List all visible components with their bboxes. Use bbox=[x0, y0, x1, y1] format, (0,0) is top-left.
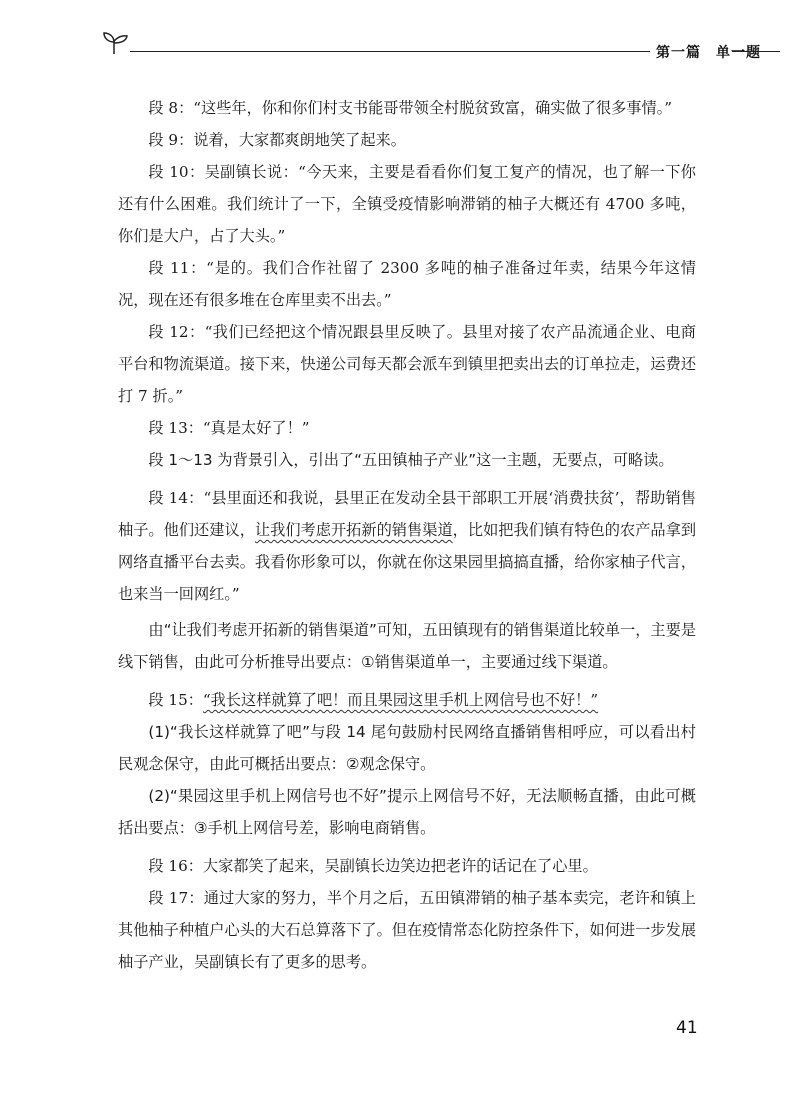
paragraph-10: 段 10：吴副镇长说：“今天来，主要是看看你们复工复产的情况，也了解一下你还有什么困难。我们统计了一下，全镇受疫情影响滞销的柚子大概还有 4700 多吨，你们是大户，占了大头。” bbox=[118, 163, 696, 245]
page-header bbox=[100, 28, 780, 68]
paragraph-13: 段 13：“真是太好了！” bbox=[148, 419, 310, 437]
analysis-15-2: (2)“果园这里手机上网信号也不好”提示上网信号不好，无法顺畅直播，由此可概括出要点：③手机上网信号差，影响电商销售。 bbox=[118, 787, 696, 837]
paragraph-14 bbox=[118, 482, 696, 610]
header-rule-left bbox=[130, 51, 650, 52]
paragraph-17: 段 17：通过大家的努力，半个月之后，五田镇滞销的柚子基本卖完，老许和镇上其他柚子种植户心头的大石总算落下了。但在疫情常态化防控条件下，如何进一步发展柚子产业，吴副镇长有了更多的思考。 bbox=[118, 889, 696, 971]
page-number: 41 bbox=[676, 1018, 698, 1038]
analysis-15-1: (1)“我长这样就算了吧”与段 14 尾句鼓励村民网络直播销售相呼应，可以看出村民观念保守，由此可概括出要点：②观念保守。 bbox=[118, 723, 696, 773]
paragraph-16: 段 16：大家都笑了起来，吴副镇长边笑边把老许的话记在了心里。 bbox=[148, 857, 598, 875]
paragraph-14-underlined: 让我们考虑开拓新的销售渠道 bbox=[254, 521, 453, 539]
paragraph-15-prefix: 段 15： bbox=[148, 691, 203, 709]
paragraph-12: 段 12：“我们已经把这个情况跟县里反映了。县里对接了农产品流通企业、电商平台和物流渠道。接下来，快递公司每天都会派车到镇里把卖出去的订单拉走，运费还打 7 折。” bbox=[118, 323, 696, 405]
paragraph-15 bbox=[118, 684, 696, 716]
paragraph-14-part1: 段 14：“县里面还和我说，县里正在发动全县干部职工开展‘消费扶贫’，帮助销售柚子。他们还建议， bbox=[118, 489, 696, 539]
paragraph-9: 段 9：说着，大家都爽朗地笑了起来。 bbox=[148, 131, 406, 149]
sprout-icon bbox=[100, 28, 130, 58]
page-content bbox=[118, 92, 696, 978]
section-title: 第一篇 单一题 bbox=[656, 45, 761, 61]
paragraph-8: 段 8：“这些年，你和你们村支书能哥带领全村脱贫致富，确实做了很多事情。” bbox=[148, 99, 672, 117]
paragraph-14-part2: ，比如把我们镇有特色的农产品拿到网络直播平台去卖。我看你形象可以，你就在你这果园里搞搞直播，给你家柚子代言，也来当一回网红。” bbox=[118, 521, 697, 603]
paragraph-15-underlined: “我长这样就算了吧！而且果园这里手机上网信号也不好！” bbox=[202, 691, 599, 709]
header-rule-right bbox=[732, 51, 780, 52]
analysis-14: 由“让我们考虑开拓新的销售渠道”可知，五田镇现有的销售渠道比较单一，主要是线下销售，由此可分析推导出要点：①销售渠道单一，主要通过线下渠道。 bbox=[118, 621, 696, 671]
analysis-1-13: 段 1～13 为背景引入，引出了“五田镇柚子产业”这一主题，无要点，可略读。 bbox=[148, 451, 674, 469]
paragraph-11: 段 11：“是的。我们合作社留了 2300 多吨的柚子准备过年卖，结果今年这情况，现在还有很多堆在仓库里卖不出去。” bbox=[118, 259, 696, 309]
